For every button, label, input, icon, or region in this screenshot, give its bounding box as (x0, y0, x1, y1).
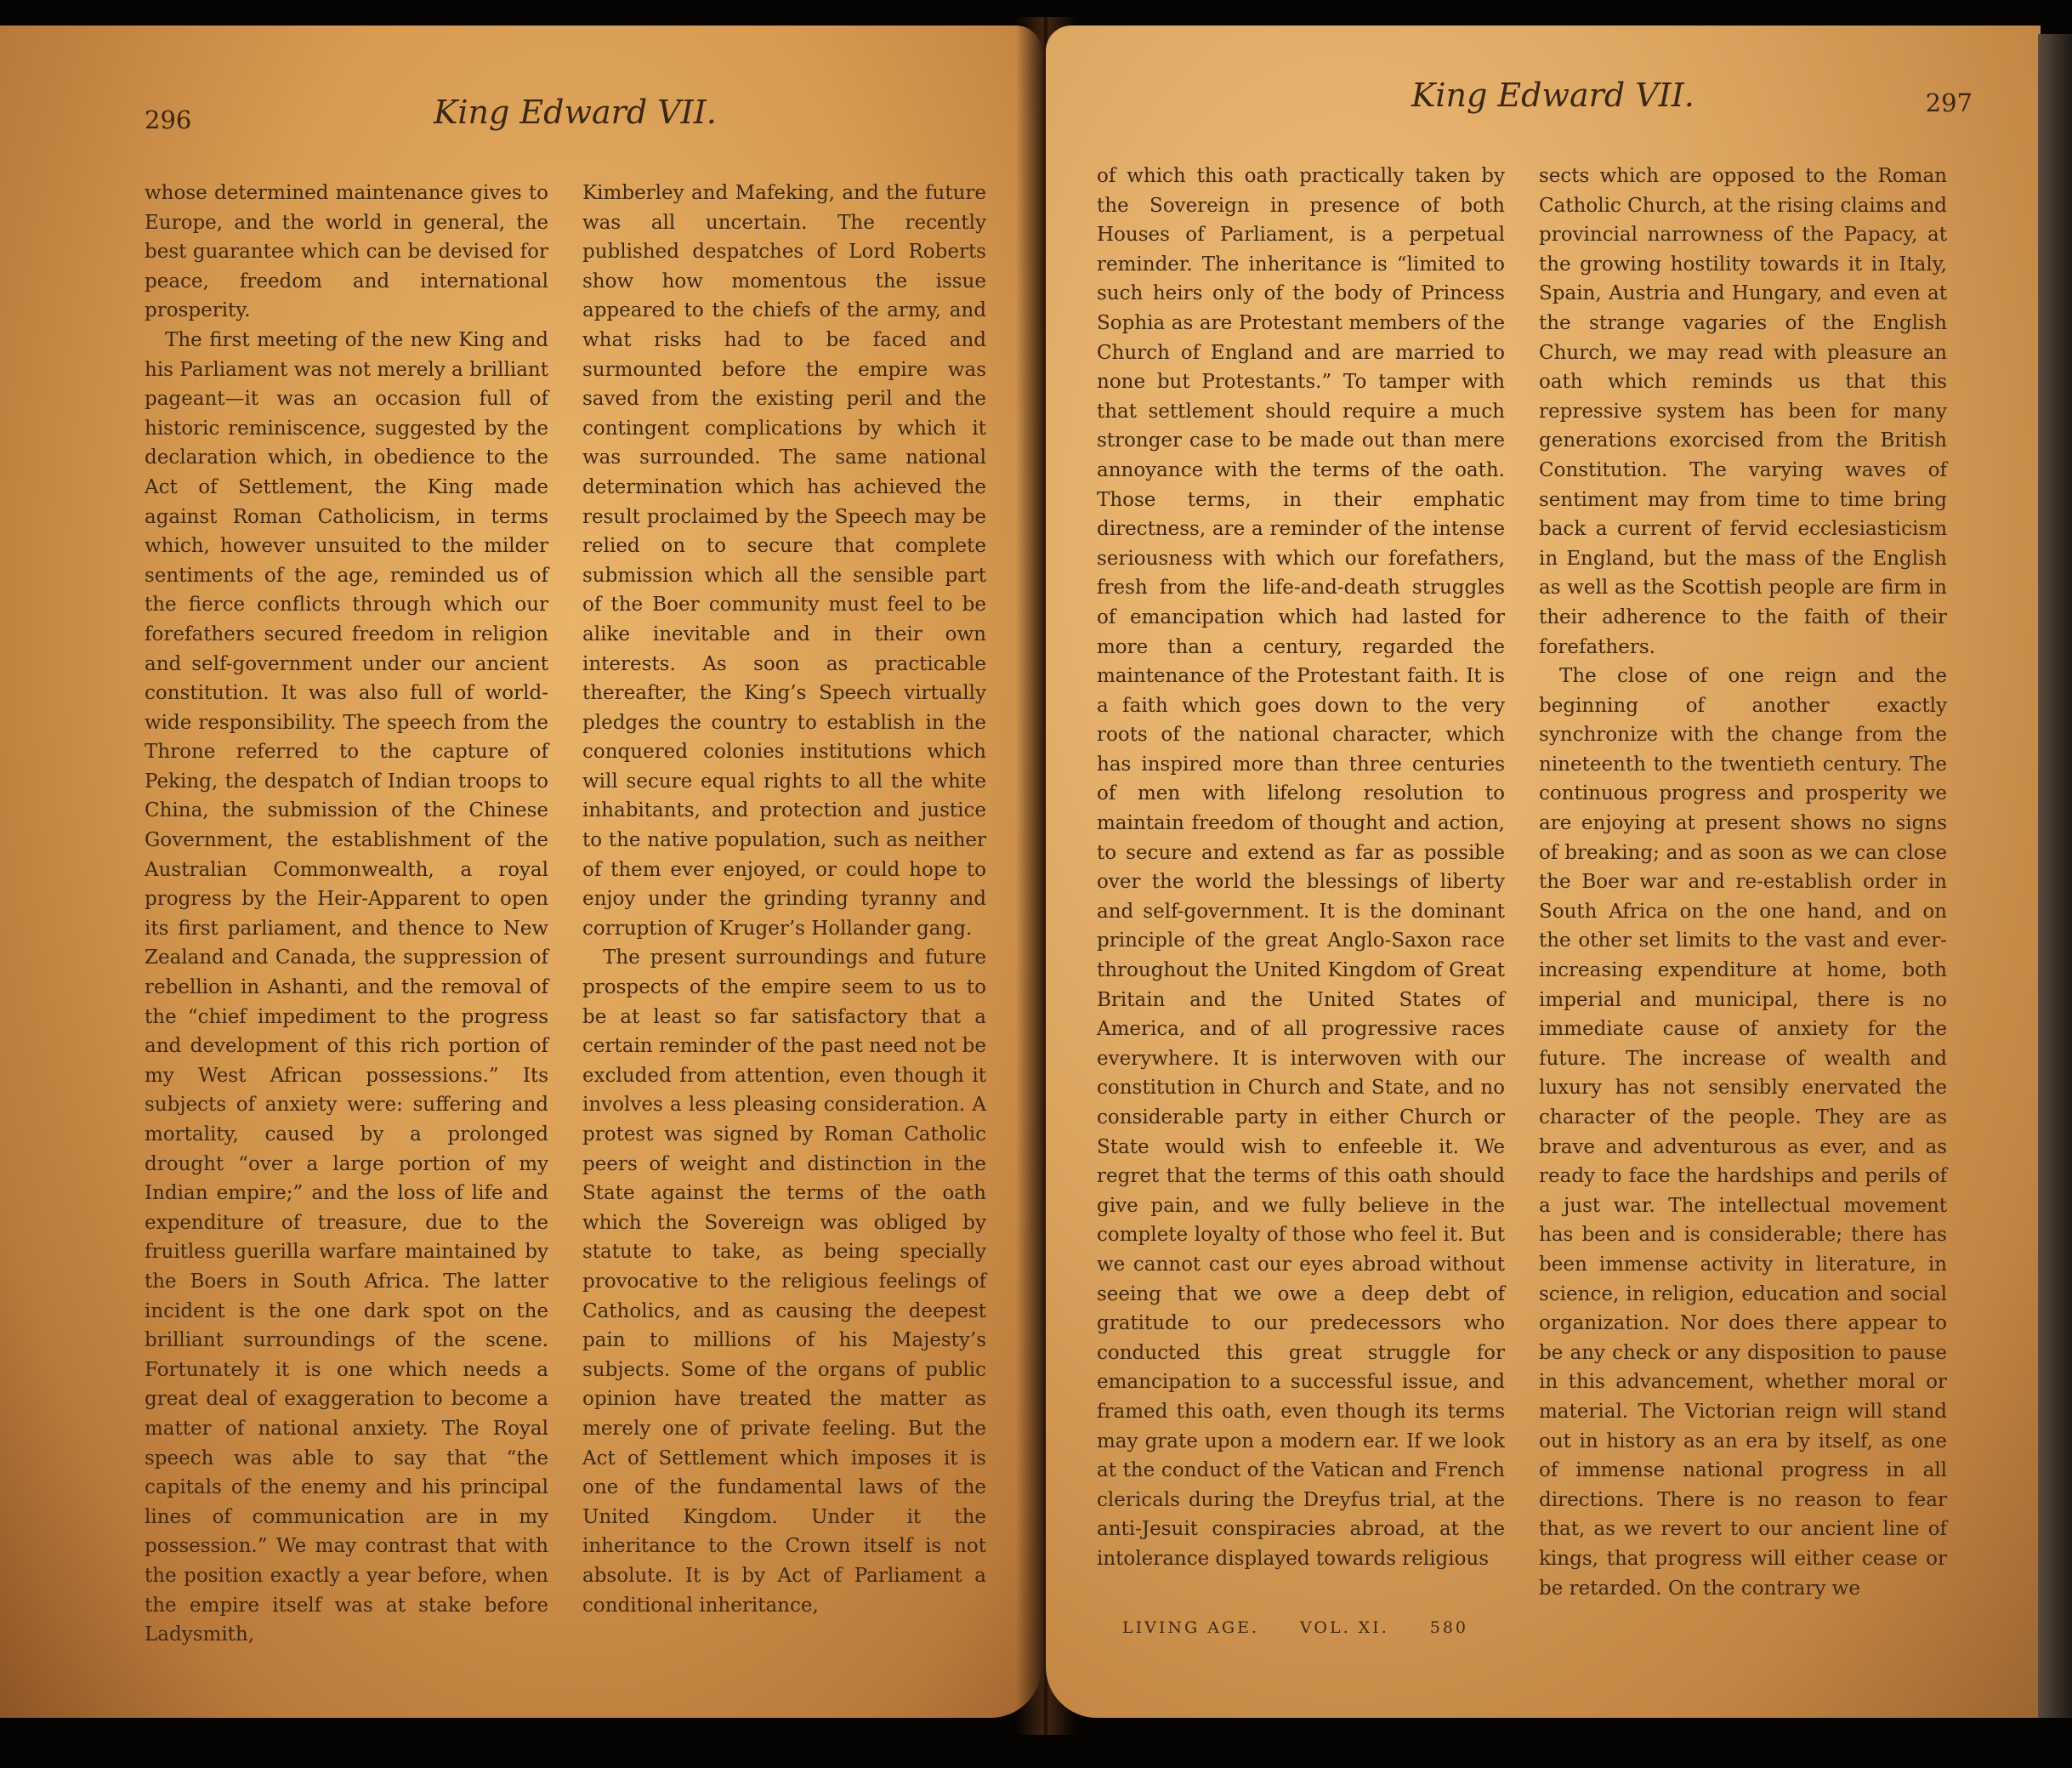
left-page-columns (145, 179, 1025, 1650)
right-column-1 (1097, 162, 1505, 1603)
left-running-title: King Edward VII. (434, 94, 717, 131)
paragraph: The first meeting of the new King and his Parliament was not merely a brilliant pageant—it was an occasion full of historic reminiscence, suggested by the declaration which, in obedience to the Act of Settlement, the King made against Roman Catholicism, in terms which, however unsuited to the milder sentiments of the age, reminded us of the fierce conflicts through which our forefathers secured freedom in religion and self-government under our ancient constitution. It was also full of world-wide responsibility. The speech from the Throne referred to the capture of Peking, the despatch of Indian troops to China, the submission of the Chinese Government, the establishment of the Australian Commonwealth, a royal progress by the Heir-Apparent to open its first parliament, and thence to New Zealand and Canada, the suppression of rebellion in Ashanti, and the removal of the “chief impediment to the progress and development of this rich portion of my West African possessions.” Its subjects of anxiety were: suffering and mortality, caused by a prolonged drought “over a large portion of my Indian empire;” and the loss of life and expenditure of treasure, due to the fruitless guerilla warfare maintained by the Boers in South Africa. The latter incident is the one dark spot on the brilliant surroundings of the scene. Fortunately it is one which needs a great deal of exaggeration to become a matter of national anxiety. The Royal speech was able to say that “the capitals of the enemy and his principal lines of communication are in my possession.” We may contrast that with the position exactly a year before, when the empire itself was at stake before Ladysmith, (145, 328, 548, 1646)
left-page-number: 296 (145, 105, 192, 134)
paragraph: whose determined maintenance gives to Europe, and the world in general, the best guarantee which can be devised for peace, freedom and international prosperity. (145, 182, 548, 322)
right-running-title: King Edward VII. (1411, 77, 1694, 114)
footer-journal: LIVING AGE. (1122, 1618, 1259, 1637)
paragraph: The close of one reign and the beginning of another exactly synchronize with the change from the nineteenth to the twentieth century. The continuous progress and prosperity we are enjoying at present shows no signs of breaking; and as soon as we can close the Boer war and re-establish order in South Africa on the one hand, and on the other set limits to the vast and ever-increasing expenditure at home, both imperial and municipal, there is no immediate cause of anxiety for the future. The increase of wealth and luxury has not sensibly enervated the character of the people. They are as brave and adventurous as ever, and as ready to face the hardships and perils of a just war. The intellectual movement has been and is considerable; there has been immense activity in literature, in science, in religion, education and social organization. Nor does there appear to be any check or any disposition to pause in this advancement, whether moral or material. The Victorian reign will stand out in history as an era by itself, as one of immense national progress in all directions. There is no reason to fear that, as we revert to our ancient line of kings, that progress will either cease or be retarded. On the contrary we (1539, 665, 1947, 1600)
paragraph: Kimberley and Mafeking, and the future was all uncertain. The recently published despatches of Lord Roberts show how momentous the issue appeared to the chiefs of the army, and what risks had to be faced and surmounted before the empire was saved from the existing peril and the contingent complications by which it was surrounded. The same national determination which has achieved the result proclaimed by the Speech may be relied on to secure that complete submission which all the sensible part of the Boer community must feel to be alike inevitable and in their own interests. As soon as practicable thereafter, the King’s Speech virtually pledges the country to establish in the conquered colonies institutions which will secure equal rights to all the white inhabitants, and protection and justice to the native population, such as neither of them ever enjoyed, or could hope to enjoy under the grinding tyranny and corruption of Kruger’s Hollander gang. (582, 182, 986, 940)
footer-volume: VOL. XI. (1300, 1618, 1389, 1637)
footer-signature-number: 580 (1429, 1618, 1468, 1637)
right-page-header (1097, 77, 1973, 136)
left-page (0, 26, 1042, 1718)
left-column-2 (582, 179, 986, 1650)
right-page-number: 297 (1925, 88, 1973, 117)
left-column-1 (145, 179, 548, 1650)
right-page (1046, 26, 2041, 1718)
book-cover-edge (2038, 34, 2072, 1718)
right-page-columns (1097, 162, 1973, 1603)
paragraph: of which this oath practically taken by the Sovereign in presence of both Houses of Parliament, is a perpetual reminder. The inheritance is “limited to such heirs only of the body of Princess Sophia as are Protestant members of the Church of England and are married to none but Protestants.” To tamper with that settlement should require a much stronger case to be made out than mere annoyance with the terms of the oath. Those terms, in their emphatic directness, are a reminder of the intense seriousness with which our forefathers, fresh from the life-and-death struggles of emancipation which had lasted for more than a century, regarded the maintenance of the Protestant faith. It is a faith which goes down to the very roots of the national character, which has inspired more than three centuries of men with lifelong resolution to maintain freedom of thought and action, to secure and extend as far as possible over the world the blessings of liberty and self-government. It is the dominant principle of the great Anglo-Saxon race throughout the United Kingdom of Great Britain and the United States of America, and of all progressive races everywhere. It is interwoven with our constitution in Church and State, and no considerable party in either Church or State would wish to enfeeble it. We regret that the terms of this oath should give pain, and we fully believe in the complete loyalty of those who feel it. But we cannot cast our eyes abroad without seeing that we owe a deep debt of gratitude to our predecessors who conducted this great struggle for emancipation to a successful issue, and framed this oath, even though its terms may grate upon a modern ear. If we look at the conduct of the Vatican and French clericals during the Dreyfus trial, at the anti-Jesuit conspiracies abroad, at the intolerance displayed towards religious (1097, 165, 1505, 1570)
right-column-2 (1539, 162, 1947, 1603)
page-footer-signature (1122, 1618, 1468, 1637)
paragraph: sects which are opposed to the Roman Catholic Church, at the rising claims and provincial narrowness of the Papacy, at the growing hostility towards it in Italy, Spain, Austria and Hungary, and even at the strange vagaries of the English Church, we may read with pleasure an oath which reminds us that this repressive system has been for many generations exorcised from the British Constitution. The varying waves of sentiment may from time to time bring back a current of fervid ecclesiasticism in England, but the mass of the English as well as the Scottish people are firm in their adherence to the faith of their forefathers. (1539, 165, 1947, 658)
left-page-header (145, 94, 1025, 153)
paragraph: The present surroundings and future prospects of the empire seem to us to be at least so far satisfactory that a certain reminder of the past need not be excluded from attention, even though it involves a less pleasing consideration. A protest was signed by Roman Catholic peers of weight and distinction in the State against the terms of the oath which the Sovereign was obliged by statute to take, as being specially provocative to the religious feelings of Catholics, and as causing the deepest pain to millions of his Majesty’s subjects. Some of the organs of public opinion have treated the matter as merely one of private feeling. But the Act of Settlement which imposes it is one of the fundamental laws of the United Kingdom. Under it the inheritance to the Crown itself is not absolute. It is by Act of Parliament a conditional inheritance, (582, 947, 986, 1617)
